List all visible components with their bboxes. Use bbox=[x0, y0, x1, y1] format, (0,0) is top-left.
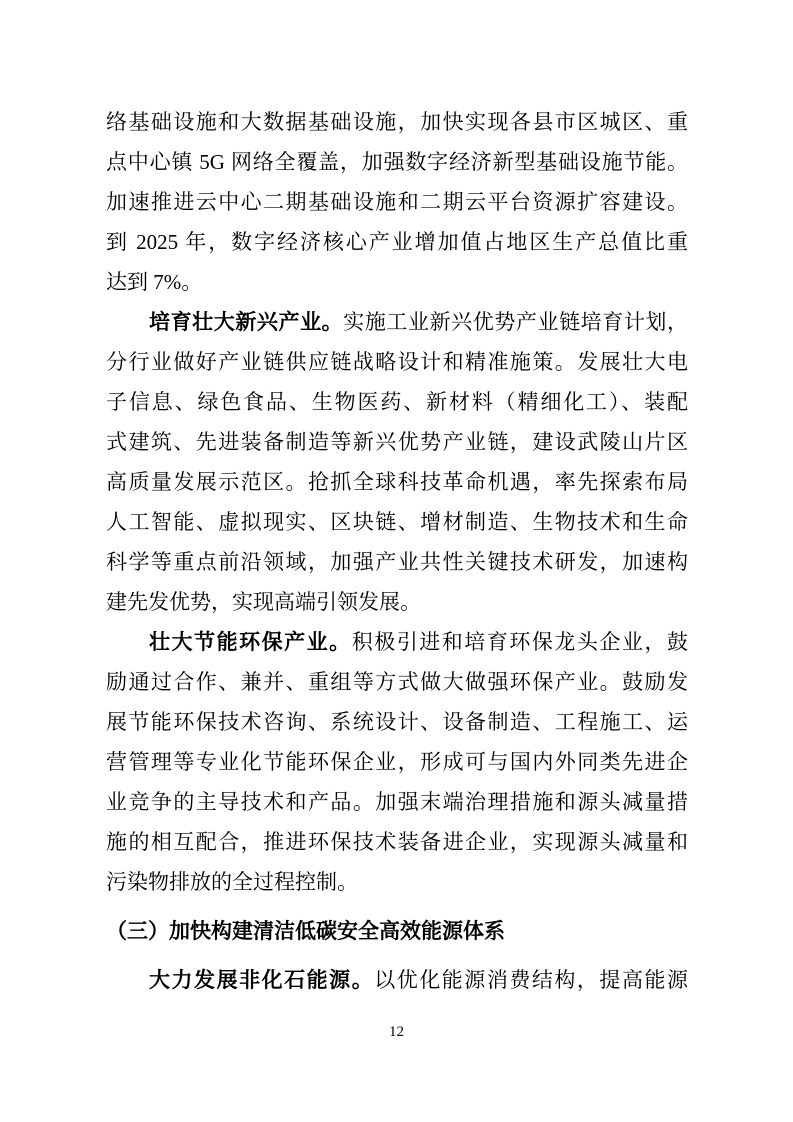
paragraph-first-line bbox=[106, 622, 688, 662]
text-line bbox=[106, 142, 688, 182]
line-text: 达到 7%。 bbox=[106, 270, 203, 294]
text-line bbox=[106, 582, 688, 622]
bold-lead-text: 大力发展非化石能源。 bbox=[149, 968, 375, 992]
line-text: 实施工业新兴优势产业链培育计划， bbox=[343, 310, 688, 334]
line-text: 络基础设施和大数据基础设施，加快实现各县市区城区、重 bbox=[106, 110, 688, 134]
line-text: 分行业做好产业链供应链战略设计和精准施策。发展壮大电 bbox=[106, 350, 688, 374]
line-text: 施的相互配合，推进环保技术装备进企业，实现源头减量和 bbox=[106, 830, 688, 854]
bold-lead-text: 培育壮大新兴产业。 bbox=[149, 310, 344, 334]
paragraph-first-line bbox=[106, 302, 688, 342]
text-line bbox=[106, 462, 688, 502]
line-text: 污染物排放的全过程控制。 bbox=[106, 870, 358, 894]
line-text: 业竞争的主导技术和产品。加强末端治理措施和源头减量措 bbox=[106, 790, 688, 814]
document-body bbox=[106, 102, 688, 1000]
text-line bbox=[106, 262, 688, 302]
text-line bbox=[106, 662, 688, 702]
line-text: 到 2025 年，数字经济核心产业增加值占地区生产总值比重 bbox=[106, 230, 688, 254]
line-text: 建先发优势，实现高端引领发展。 bbox=[106, 590, 421, 614]
text-line bbox=[106, 182, 688, 222]
text-line bbox=[106, 822, 688, 862]
text-line bbox=[106, 862, 688, 902]
line-text: 子信息、绿色食品、生物医药、新材料（精细化工）、装配 bbox=[106, 390, 688, 414]
page-number: 12 bbox=[389, 1024, 404, 1040]
line-text: 积极引进和培育环保龙头企业，鼓 bbox=[351, 630, 689, 654]
text-line bbox=[106, 382, 688, 422]
line-text: 展节能环保技术咨询、系统设计、设备制造、工程施工、运 bbox=[106, 710, 688, 734]
line-text: 点中心镇 5G 网络全覆盖，加强数字经济新型基础设施节能。 bbox=[106, 150, 688, 174]
paragraph-first-line bbox=[106, 960, 688, 1000]
text-line bbox=[106, 542, 688, 582]
section-heading-text: （三）加快构建清洁低碳安全高效能源体系 bbox=[106, 919, 505, 943]
line-text: 加速推进云中心二期基础设施和二期云平台资源扩容建设。 bbox=[106, 190, 688, 214]
section-heading bbox=[106, 911, 688, 951]
line-text: 人工智能、虚拟现实、区块链、增材制造、生物技术和生命 bbox=[106, 510, 688, 534]
line-text: 高质量发展示范区。抢抓全球科技革命机遇，率先探索布局 bbox=[106, 470, 688, 494]
text-line bbox=[106, 102, 688, 142]
bold-lead-text: 壮大节能环保产业。 bbox=[149, 630, 352, 654]
line-text: 科学等重点前沿领域，加强产业共性关键技术研发，加速构 bbox=[106, 550, 688, 574]
text-line bbox=[106, 222, 688, 262]
line-text: 式建筑、先进装备制造等新兴优势产业链，建设武陵山片区 bbox=[106, 430, 688, 454]
text-line bbox=[106, 422, 688, 462]
text-line bbox=[106, 342, 688, 382]
line-text: 营管理等专业化节能环保企业，形成可与国内外同类先进企 bbox=[106, 750, 688, 774]
text-line bbox=[106, 702, 688, 742]
text-line bbox=[106, 502, 688, 542]
line-text: 以优化能源消费结构，提高能源 bbox=[374, 968, 689, 992]
line-text: 励通过合作、兼并、重组等方式做大做强环保产业。鼓励发 bbox=[106, 670, 688, 694]
text-line bbox=[106, 782, 688, 822]
text-line bbox=[106, 742, 688, 782]
